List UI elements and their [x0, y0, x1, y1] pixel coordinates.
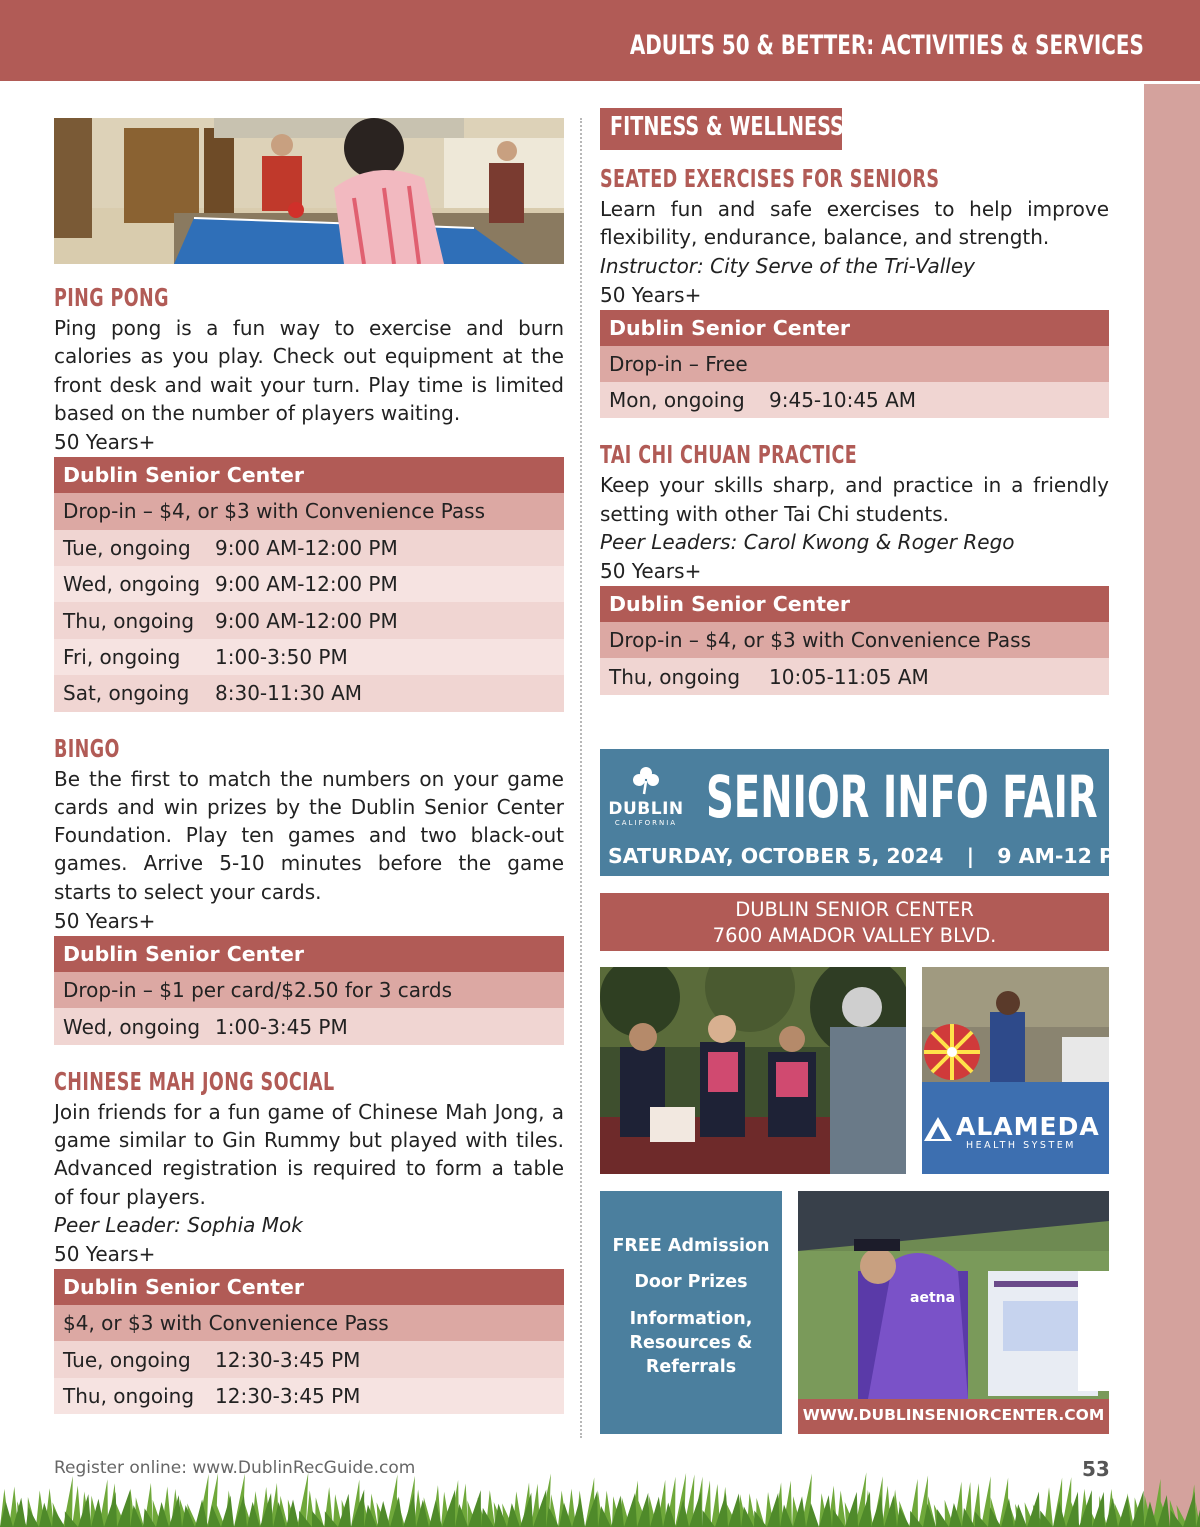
address-line-2: 7600 AMADOR VALLEY BLVD.: [712, 924, 997, 947]
session-time: 1:00-3:45 PM: [215, 1014, 348, 1039]
taichi-title: TAI CHI CHUAN PRACTICE: [600, 440, 858, 470]
session-day: Wed, ongoing: [63, 1014, 201, 1039]
alameda-logo-icon: [924, 1117, 952, 1141]
schedule-fee: Drop-in – Free: [600, 346, 1109, 382]
schedule-fee: Drop-in – $4, or $3 with Convenience Pass: [600, 622, 1109, 658]
taichi-schedule: [600, 586, 1109, 695]
dublin-logo-text: DUBLIN: [608, 799, 684, 819]
schedule-row: [54, 675, 564, 711]
ping-pong-age: 50 Years+: [54, 430, 156, 455]
ping-pong-schedule: [54, 457, 564, 711]
schedule-fee: $4, or $3 with Convenience Pass: [54, 1305, 564, 1341]
shamrock-icon: [631, 765, 661, 795]
bingo-section: [54, 734, 564, 1045]
schedule-row: [54, 602, 564, 638]
session-time: 12:30-3:45 PM: [215, 1383, 361, 1408]
info-fair-banner: [600, 749, 1135, 876]
right-column: [600, 108, 1109, 695]
schedule-row: [54, 530, 564, 566]
taichi-age: 50 Years+: [600, 558, 702, 583]
side-strip: [1144, 84, 1200, 1527]
info-fair-separator: |: [966, 844, 975, 868]
seated-schedule: [600, 310, 1109, 419]
session-time: 9:00 AM-12:00 PM: [215, 535, 398, 560]
mahjong-age: 50 Years+: [54, 1241, 156, 1266]
session-day: Tue, ongoing: [63, 535, 191, 560]
schedule-row: [600, 658, 1109, 694]
session-day: Mon, ongoing: [609, 388, 745, 413]
mahjong-leader: Peer Leader: Sophia Mok: [54, 1212, 303, 1237]
feature-item: FREE Admission: [612, 1236, 770, 1256]
session-day: Fri, ongoing: [63, 644, 181, 669]
feature-item: Door Prizes: [634, 1272, 748, 1292]
ping-pong-section: [54, 283, 564, 712]
schedule-location: Dublin Senior Center: [54, 457, 564, 493]
session-day: Thu, ongoing: [63, 1383, 195, 1408]
page-title: ADULTS 50 & BETTER: ACTIVITIES & SERVICES: [629, 30, 1144, 61]
schedule-location: Dublin Senior Center: [600, 310, 1109, 346]
dublin-logo-subtext: CALIFORNIA: [614, 819, 678, 827]
alameda-name: ALAMEDA: [956, 1112, 1100, 1141]
seated-section: [600, 164, 1109, 418]
ping-pong-description: Ping pong is a fun way to exercise and burn calories as you play. Check out equipment at the front desk and wait your turn. Play time is limited based on the number of players waiting.: [54, 316, 564, 425]
session-day: Sat, ongoing: [63, 681, 190, 706]
schedule-fee: Drop-in – $1 per card/$2.50 for 3 cards: [54, 972, 564, 1008]
seated-age: 50 Years+: [600, 282, 702, 307]
ping-pong-title: PING PONG: [54, 283, 169, 312]
fair-photo-aetna: [798, 1191, 1109, 1434]
taichi-leaders: Peer Leaders: Carol Kwong & Roger Rego: [600, 529, 1015, 554]
session-time: 8:30-11:30 AM: [215, 681, 363, 706]
schedule-location: Dublin Senior Center: [600, 586, 1109, 622]
website-link[interactable]: WWW.DUBLINSENIORCENTER.COM: [802, 1406, 1105, 1424]
seated-title: SEATED EXERCISES FOR SENIORS: [600, 164, 940, 193]
session-time: 12:30-3:45 PM: [215, 1347, 361, 1372]
schedule-row: [54, 566, 564, 602]
mahjong-schedule: [54, 1269, 564, 1414]
bingo-schedule: [54, 936, 564, 1045]
schedule-location: Dublin Senior Center: [54, 936, 564, 972]
alameda-sub: HEALTH SYSTEM: [966, 1140, 1076, 1151]
section-tag-label: FITNESS & WELLNESS: [610, 112, 844, 142]
schedule-row: [600, 382, 1109, 418]
session-time: 9:00 AM-12:00 PM: [215, 572, 398, 597]
schedule-row: [54, 1008, 564, 1044]
ping-pong-photo: [54, 118, 564, 264]
session-time: 9:45-10:45 AM: [769, 388, 917, 413]
info-fair-address: [600, 893, 1109, 951]
session-day: Wed, ongoing: [63, 572, 201, 597]
info-fair-time: 9 AM-12 PM: [997, 844, 1135, 868]
bingo-age: 50 Years+: [54, 909, 156, 934]
mahjong-description: Join friends for a fun game of Chinese Mah Jong, a game similar to Gin Rummy but played with tiles. Advanced registration is required to form a table of four players.: [54, 1099, 564, 1209]
fair-photo-volunteers: [600, 967, 906, 1174]
schedule-location: Dublin Senior Center: [54, 1269, 564, 1305]
session-time: 9:00 AM-12:00 PM: [215, 608, 398, 633]
aetna-logo: aetna: [910, 1290, 956, 1306]
page-number: 53: [1082, 1457, 1110, 1481]
schedule-row: [54, 1341, 564, 1377]
feature-item: Information, Resources & Referrals: [629, 1309, 753, 1377]
bingo-description: Be the first to match the numbers on your game cards and win prizes by the Dublin Senior Center Foundation. Play ten games and two black-out games. Arrive 5-10 minutes before the game starts to select your cards.: [54, 766, 564, 904]
fair-photo-alameda-booth: [922, 967, 1109, 1174]
seated-description: Learn fun and safe exercises to help improve flexibility, endurance, balance, and strength.: [600, 197, 1109, 250]
dublin-logo: [608, 765, 684, 827]
taichi-description: Keep your skills sharp, and practice in a friendly setting with other Tai Chi students.: [600, 473, 1109, 526]
section-tag: [600, 108, 842, 150]
address-line-1: DUBLIN SENIOR CENTER: [735, 898, 974, 921]
session-day: Tue, ongoing: [63, 1347, 191, 1372]
info-fair-title: SENIOR INFO FAIR: [706, 763, 1098, 831]
session-day: Thu, ongoing: [63, 608, 195, 633]
left-column: [54, 118, 564, 1414]
mahjong-section: [54, 1067, 564, 1414]
schedule-row: [54, 1378, 564, 1414]
grass-decoration: [0, 1440, 1200, 1527]
info-fair-date: SATURDAY, OCTOBER 5, 2024: [608, 844, 944, 868]
bingo-title: BINGO: [54, 733, 120, 763]
seated-instructor: Instructor: City Serve of the Tri-Valley: [600, 253, 975, 278]
mahjong-title: CHINESE MAH JONG SOCIAL: [54, 1066, 335, 1096]
column-divider: [580, 118, 582, 1438]
info-fair-date-line: [608, 844, 1134, 868]
header-bar: [0, 0, 1200, 81]
session-time: 10:05-11:05 AM: [769, 664, 929, 689]
taichi-section: [600, 440, 1109, 694]
schedule-row: [54, 639, 564, 675]
info-fair-features: [600, 1191, 782, 1434]
footer-register: Register online: www.DublinRecGuide.com: [54, 1458, 416, 1478]
session-time: 1:00-3:50 PM: [215, 644, 348, 669]
session-day: Thu, ongoing: [609, 664, 741, 689]
schedule-fee: Drop-in – $4, or $3 with Convenience Pass: [54, 493, 564, 529]
